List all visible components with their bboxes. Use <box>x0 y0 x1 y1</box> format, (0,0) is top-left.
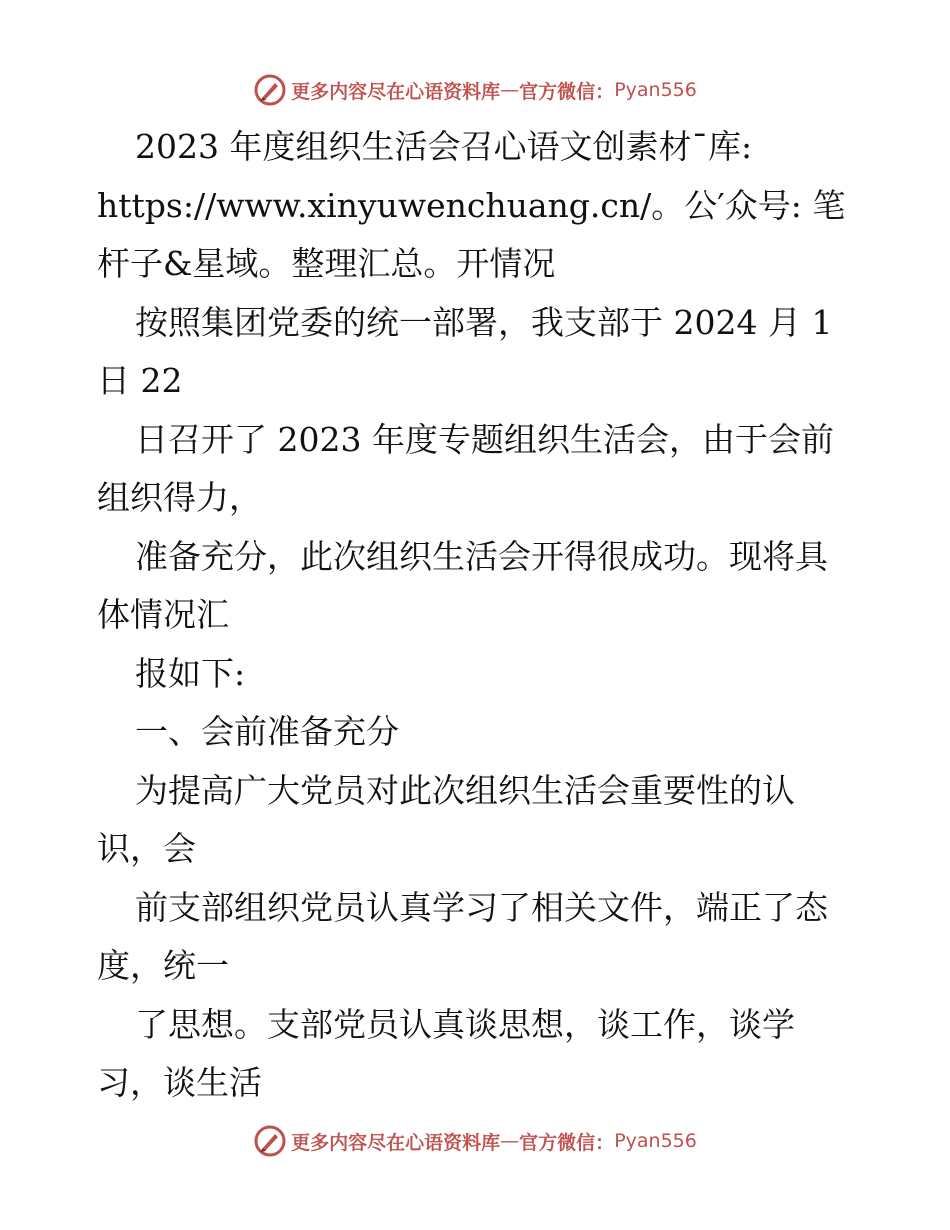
text-line: 按照集团党委的统一部署，我支部于 2024 月 1 <box>135 302 833 342</box>
banner-separator: — <box>500 79 520 101</box>
banner-main-text: 更多内容尽在心语资料库 <box>291 80 501 103</box>
header-banner <box>0 70 950 110</box>
text-line: 习，谈生活 <box>97 1063 262 1102</box>
text-line: 前支部组织党员认真学习了相关文件，端正了态 <box>135 887 828 927</box>
text-line: 组织得力， <box>97 478 262 517</box>
document-body <box>97 118 867 1113</box>
text-line: https://www.xinyuwenchuang.cn/。公′众号: 笔 <box>97 185 846 225</box>
banner-official-label: 官方微信： <box>519 1131 615 1154</box>
pen-logo-icon <box>253 1124 287 1158</box>
text-line: 杆子&星域。整理汇总。开情况 <box>97 244 556 283</box>
banner-main-text: 更多内容尽在心语资料库 <box>291 1131 501 1154</box>
pen-logo-icon <box>253 73 287 107</box>
text-line: 体情况汇 <box>97 595 229 634</box>
footer-banner <box>0 1121 950 1161</box>
banner-official-label: 官方微信： <box>519 80 615 103</box>
text-line: 日召开了 2023 年度专题组织生活会，由于会前 <box>135 419 834 459</box>
text-line: 2023 年度组织生活会召心语文创素材¯库: <box>135 127 753 166</box>
banner-wechat-id: Pyan556 <box>614 79 697 101</box>
text-line: 日 22 <box>97 361 183 400</box>
section-heading: 一、会前准备充分 <box>135 712 399 751</box>
banner-wechat-id: Pyan556 <box>614 1130 697 1152</box>
text-line: 度，统一 <box>97 946 229 985</box>
text-line: 识，会 <box>97 829 196 868</box>
text-line: 为提高广大党员对此次组织生活会重要性的认 <box>135 770 795 810</box>
text-line: 报如下: <box>135 653 246 693</box>
banner-separator: — <box>500 1130 520 1152</box>
text-line: 了思想。支部党员认真谈思想，谈工作，谈学 <box>135 1004 795 1044</box>
text-line: 准备充分，此次组织生活会开得很成功。现将具 <box>135 536 828 576</box>
